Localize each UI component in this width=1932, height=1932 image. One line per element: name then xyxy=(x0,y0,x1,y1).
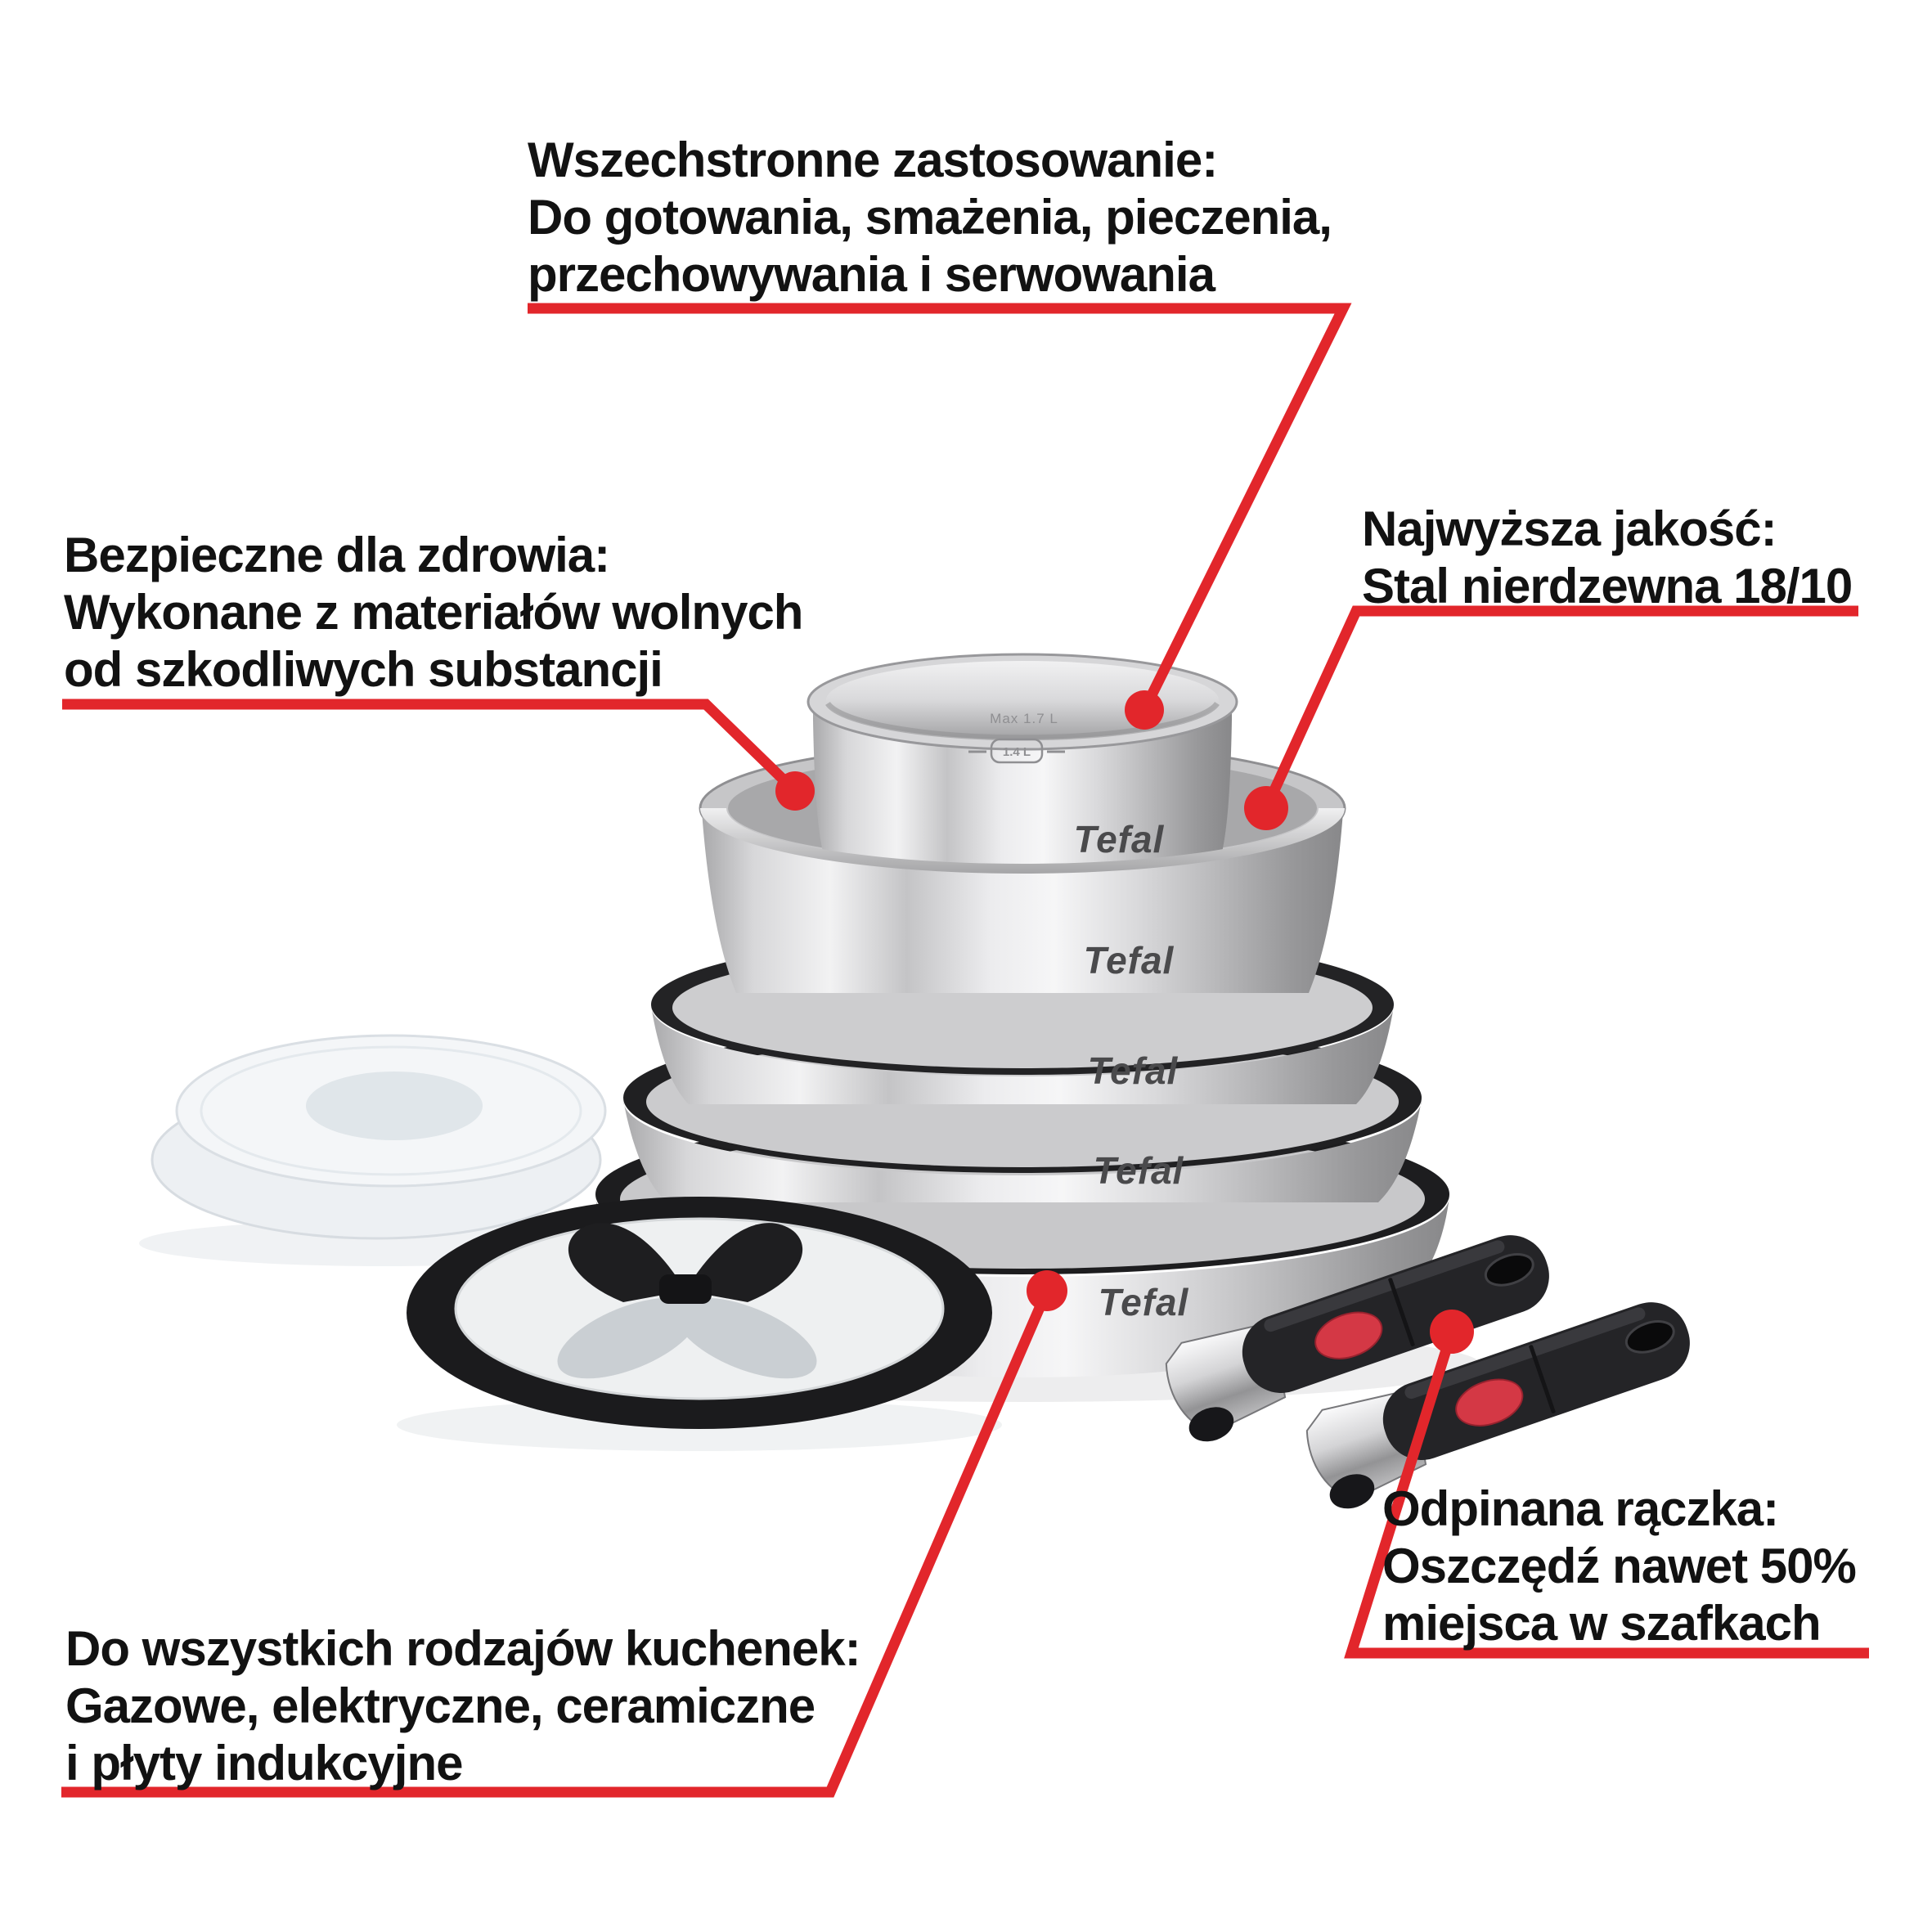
callout-versatile-line2: Do gotowania, smażenia, pieczenia, xyxy=(528,190,1332,245)
callout-handle-line1: Odpinana rączka: xyxy=(1382,1481,1779,1536)
callout-quality xyxy=(1362,501,1852,615)
callout-healthy xyxy=(64,527,802,699)
callout-hobs-line2: Gazowe, elektryczne, ceramiczne xyxy=(65,1678,815,1733)
tefal-logo-pan5: Tefal xyxy=(1098,1281,1189,1323)
tefal-logo-pan4: Tefal xyxy=(1093,1149,1184,1192)
callout-dot-quality xyxy=(1244,786,1288,830)
callout-quality-line1: Najwyższa jakość: xyxy=(1362,501,1777,556)
glass-lid xyxy=(397,1197,1002,1451)
callout-healthy-line1: Bezpieczne dla zdrowia: xyxy=(64,528,610,582)
pot1-max-marking: Max 1.7 L xyxy=(990,711,1058,726)
callout-healthy-line3: od szkodliwych substancji xyxy=(64,642,663,697)
callout-versatile-line3: przechowywania i serwowania xyxy=(528,247,1215,302)
tefal-logo-pan3: Tefal xyxy=(1087,1049,1179,1092)
callout-dot-handle xyxy=(1430,1310,1474,1354)
tefal-logo-pot2: Tefal xyxy=(1083,939,1175,982)
callout-healthy-line2: Wykonane z materiałów wolnych xyxy=(64,585,803,640)
pot1-saucepan xyxy=(808,654,1237,865)
callout-quality-line2: Stal nierdzewna 18/10 xyxy=(1362,559,1853,613)
callout-versatile-line1: Wszechstronne zastosowanie: xyxy=(528,133,1218,187)
plastic-lid-center xyxy=(306,1072,483,1140)
callout-handle xyxy=(1382,1480,1856,1652)
callout-hobs-line1: Do wszystkich rodzajów kuchenek: xyxy=(65,1621,860,1676)
callout-hobs-line3: i płyty indukcyjne xyxy=(65,1736,463,1790)
tefal-logo-pot1: Tefal xyxy=(1073,818,1165,860)
callout-handle-line3: miejsca w szafkach xyxy=(1382,1596,1821,1651)
pot1-capacity-marking: 1.4 L xyxy=(1002,745,1031,759)
callout-handle-line2: Oszczędź nawet 50% xyxy=(1382,1539,1856,1593)
callout-dot-versatile xyxy=(1125,690,1164,730)
callout-dot-hobs xyxy=(1027,1270,1067,1311)
callout-dot-healthy xyxy=(775,771,815,811)
callout-line-quality xyxy=(1266,611,1858,808)
callout-line-healthy xyxy=(62,704,795,791)
callout-hobs xyxy=(65,1620,860,1792)
callout-versatile xyxy=(528,132,1332,303)
